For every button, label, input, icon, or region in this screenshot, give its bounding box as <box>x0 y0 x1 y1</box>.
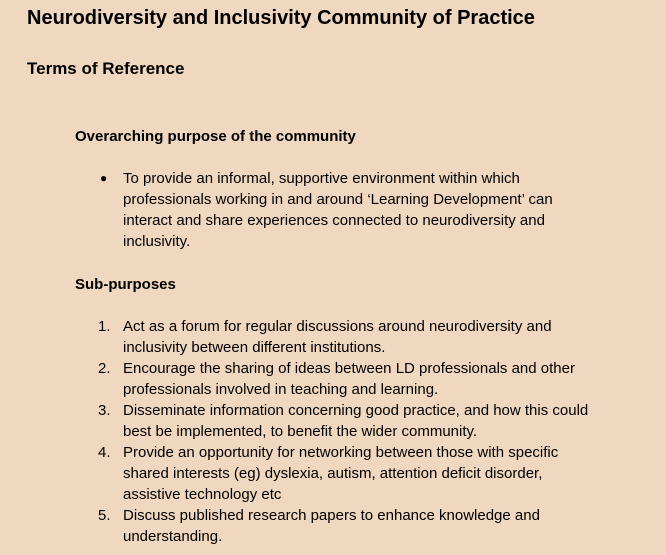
list-item-text: Disseminate information concerning good practice, and how this could best be implemented, to benefit the wider community. <box>123 402 589 440</box>
list-item <box>75 316 595 358</box>
document-title: Neurodiversity and Inclusivity Community of Practice <box>27 7 535 29</box>
list-number: 2. <box>98 360 111 377</box>
list-item-text: Encourage the sharing of ideas between LD professionals and other professionals involved in teaching and learning. <box>123 360 575 398</box>
sub-purposes-heading: Sub-purposes <box>75 276 176 293</box>
list-item <box>75 442 595 505</box>
list-item-text: To provide an informal, supportive environment within which professionals working in and around ‘Learning Development’ can interact and share experiences connected to neurodiversity and inclusivity. <box>123 170 553 250</box>
list-item-text: Act as a forum for regular discussions around neurodiversity and inclusivity between different institutions. <box>123 318 552 356</box>
list-number: 4. <box>98 444 111 461</box>
bullet-icon: ● <box>100 171 108 185</box>
list-number: 1. <box>98 318 111 335</box>
list-number: 5. <box>98 507 111 524</box>
list-item <box>75 400 595 442</box>
list-item <box>75 505 595 547</box>
document-subtitle: Terms of Reference <box>27 59 185 78</box>
list-number: 3. <box>98 402 111 419</box>
list-item-text: Provide an opportunity for networking between those with specific shared interests (eg) dyslexia, autism, attention deficit disorder, assistive technology etc <box>123 444 559 503</box>
overarching-heading: Overarching purpose of the community <box>75 128 356 145</box>
list-item <box>75 168 575 252</box>
list-item <box>75 358 595 400</box>
overarching-list <box>75 168 575 252</box>
list-item-text: Discuss published research papers to enhance knowledge and understanding. <box>123 507 540 545</box>
sub-purposes-list <box>75 316 595 547</box>
